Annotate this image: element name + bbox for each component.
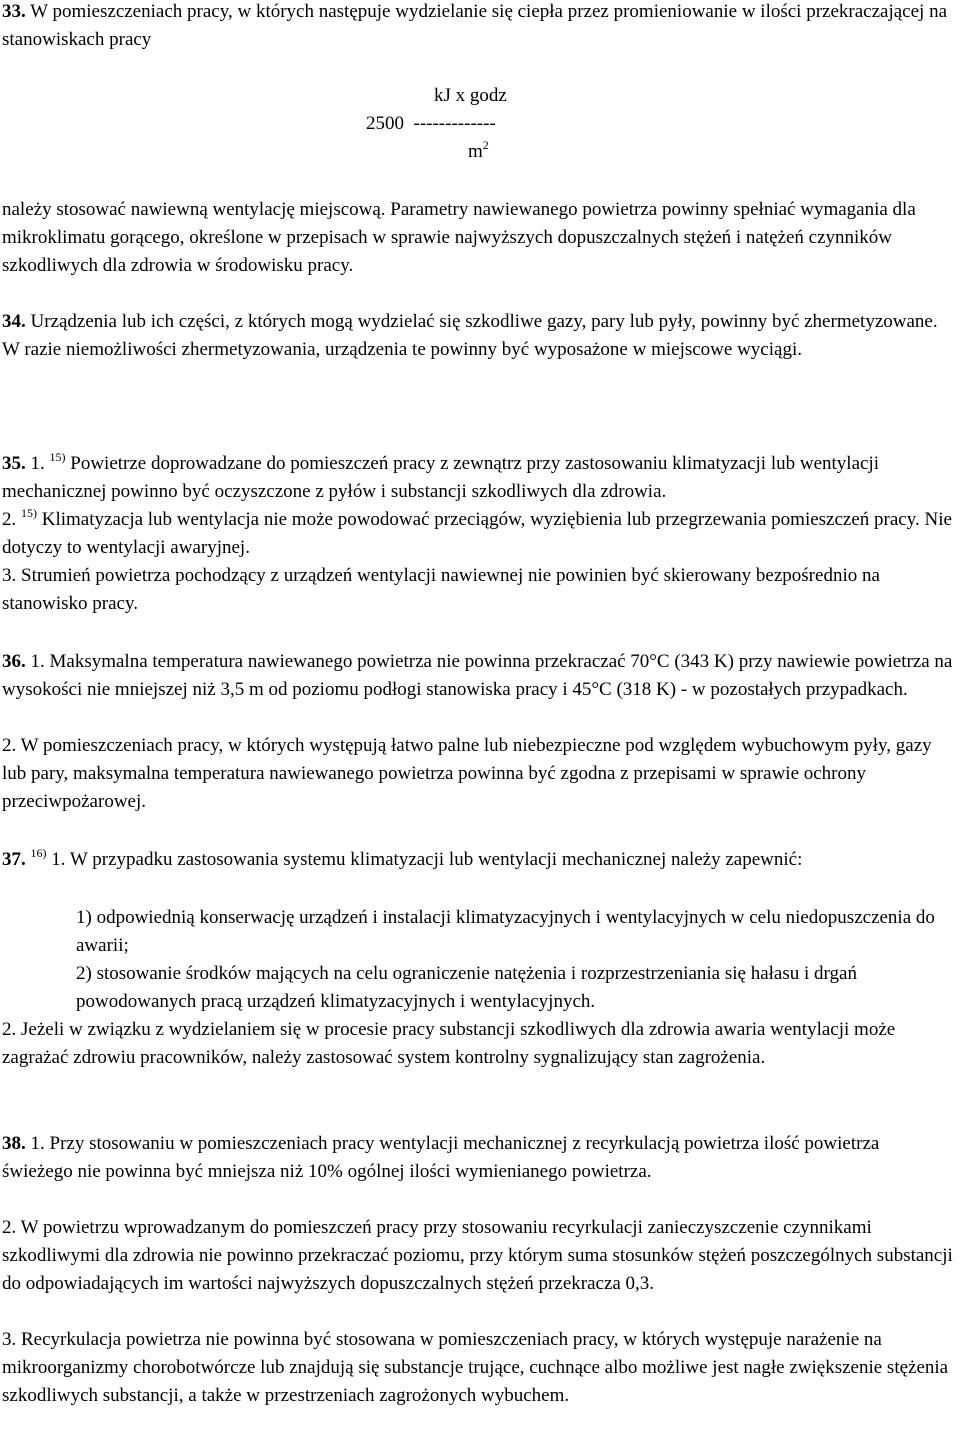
section-35-number: 35.: [2, 453, 26, 474]
section-33-text: W pomieszczeniach pracy, w których następuje wydzielanie się ciepła przez promieniowanie w ilości przekraczającej na stanowiskach pracy: [2, 1, 947, 50]
footnote-ref: 16): [30, 845, 47, 860]
formula-value-line: [366, 110, 496, 138]
formula-value: 2500: [366, 113, 404, 134]
section-34-text: Urządzenia lub ich części, z których mogą wydzielać się szkodliwe gazy, pary lub pyły, powinny być zhermetyzowane. W razie niemożliwości zhermetyzowania, urządzenia te powinny być wyposażone w miejscowe wyciągi.: [2, 311, 938, 360]
section-38-paragraph-3: 3. Recyrkulacja powietrza nie powinna być stosowana w pomieszczeniach pracy, w których występuje narażenie na mikroorganizmy chorobotwórcze lub znajdują się substancje trujące, cuchnące albo możliwe jest nagłe zwiększenie stężenia szkodliwych substancji, a także w przestrzeniach zagrożonych wybuchem.: [2, 1329, 949, 1406]
section-36-number: 36.: [2, 651, 26, 672]
formula-denominator: [468, 138, 489, 166]
paragraph-text: 1. W przypadku zastosowania systemu klimatyzacji lub wentylacji mechanicznej należy zapewnić:: [46, 849, 803, 870]
formula-fraction-line: -------------: [413, 113, 496, 134]
section-33-number: 33.: [2, 1, 26, 22]
paragraph-number: 1.: [25, 453, 50, 474]
section-34-number: 34.: [2, 311, 26, 332]
section-33-intro: [2, 0, 954, 54]
section-37-paragraph-2: 2. Jeżeli w związku z wydzielaniem się w procesie pracy substancji szkodliwych dla zdrowia awaria wentylacji może zagrażać zdrowiu pracowników, należy zastosować system kontrolny sygnalizujący stan zagrożenia.: [2, 1019, 896, 1068]
section-38-paragraph-2: 2. W powietrzu wprowadzanym do pomieszczeń pracy przy stosowaniu recyrkulacji zanieczyszczenie czynnikami szkodliwymi dla zdrowia nie powinno przekraczać poziomu, przy którym suma stosunków stężeń poszczególnych substancji do odpowiadających im wartości najwyższych dopuszczalnych stężeń przekracza 0,3.: [2, 1217, 953, 1294]
section-37-number: 37.: [2, 849, 26, 870]
paragraph-number: 2.: [2, 509, 21, 530]
paragraph-text: 1. Maksymalna temperatura nawiewanego powietrza nie powinna przekraczać 70°C (343 K) przy nawiewie powietrza na wysokości nie mniejszej niż 3,5 m od poziomu podłogi stanowiska pracy i 45°C (318 K) - w pozostałych przypadkach.: [2, 651, 953, 700]
list-item: 2) stosowanie środków mających na celu ograniczenie natężenia i rozprzestrzeniania się hałasu i drgań powodowanych pracą urządzeń klimatyzacyjnych i wentylacyjnych.: [76, 963, 857, 1012]
section-35-paragraph-1: [2, 450, 954, 506]
list-item: 1) odpowiednią konserwację urządzeń i instalacji klimatyzacyjnych i wentylacyjnych w celu niedopuszczenia do awarii;: [76, 907, 935, 956]
paragraph-text: 1. Przy stosowaniu w pomieszczeniach pracy wentylacji mechanicznej z recyrkulacją powietrza ilość powietrza świeżego nie powinna być mniejsza niż 10% ogólnej ilości wymienianego powietrza.: [2, 1133, 880, 1182]
formula-exponent: 2: [482, 137, 489, 152]
footnote-ref: 15): [49, 449, 66, 464]
paragraph-text: Klimatyzacja lub wentylacja nie może powodować przeciągów, wyziębienia lub przegrzewania pomieszczeń pracy. Nie dotyczy to wentylacji awaryjnej.: [2, 509, 952, 558]
formula-denominator-unit: m: [468, 141, 483, 162]
section-36-paragraph-1: [2, 648, 954, 704]
section-38-number: 38.: [2, 1133, 26, 1154]
section-35-paragraph-3: 3. Strumień powietrza pochodzący z urządzeń wentylacji nawiewnej nie powinien być skierowany bezpośrednio na stanowisko pracy.: [2, 565, 880, 614]
section-35-paragraph-2: [2, 506, 954, 562]
formula-numerator: kJ x godz: [434, 85, 507, 106]
section-38-paragraph-1: [2, 1130, 954, 1186]
section-36-paragraph-2: 2. W pomieszczeniach pracy, w których występują łatwo palne lub niebezpieczne pod względem wybuchowym pyły, gazy lub pary, maksymalna temperatura nawiewanego powietrza powinna być zgodna z przepisami w sprawie ochrony przeciwpożarowej.: [2, 735, 932, 812]
section-37-paragraph-1: [2, 846, 954, 874]
footnote-ref: 15): [21, 505, 37, 520]
section-33-continuation: należy stosować nawiewną wentylację miejscową. Parametry nawiewanego powietrza powinny spełniać wymagania dla mikroklimatu gorącego, określone w przepisach w sprawie najwyższych dopuszczalnych stężeń i natężeń czynników szkodliwych dla zdrowia w środowisku pracy.: [2, 199, 916, 276]
paragraph-text: Powietrze doprowadzane do pomieszczeń pracy z zewnątrz przy zastosowaniu klimatyzacji lub wentylacji mechanicznej powinno być oczyszczone z pyłów i substancji szkodliwych dla zdrowia.: [2, 453, 880, 502]
section-34: [2, 308, 954, 364]
